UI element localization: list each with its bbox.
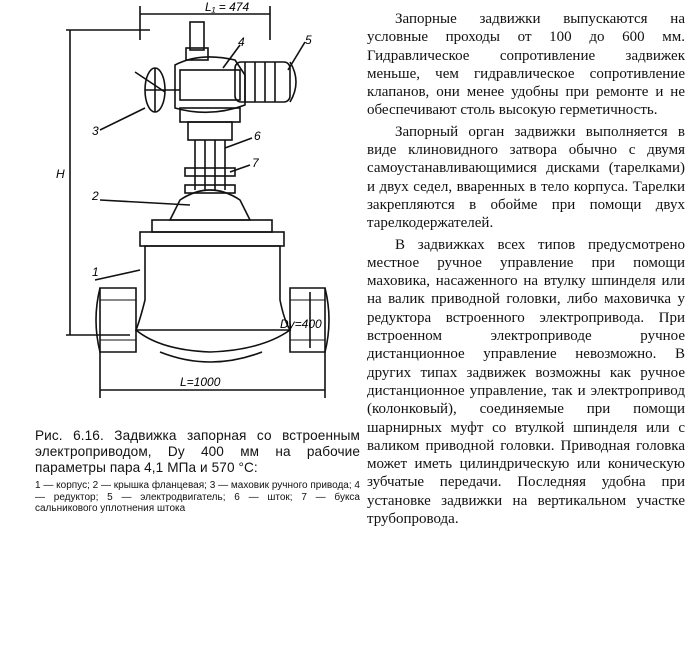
part-label-7: 7 — [252, 156, 259, 170]
paragraph: Запорные задвижки выпускаются на условные проходы от 100 до 600 мм. Гидравлическое сопротивление задвижек меньше, чем гидравлическое сопротивление клапанов, они менее удобны при ремонте и не обеспечивают столь высокую герметичность. — [367, 11, 685, 119]
part-label-5: 5 — [305, 33, 312, 47]
part-label-3: 3 — [92, 124, 99, 138]
dim-height-label: H — [56, 167, 65, 181]
paragraph: Запорный орган задвижки выполняется в виде клиновидного затвора обычно с двумя самоустанавливающимися дисками (тарелками) и двух седел, вваренных в тело корпуса. Тарелки закрепляются в обойме при помощи двух тарелкодержателей. — [367, 123, 685, 232]
part-label-4: 4 — [238, 35, 245, 49]
dim-diameter-label: Dу=400 — [280, 317, 322, 331]
dim-bottom-label: L=1000 — [180, 375, 221, 389]
valve-figure — [40, 0, 340, 425]
caption-title: Рис. 6.16. Задвижка запорная со встроенным электроприводом, Dу 400 мм на рабочие параметры пара 4,1 МПа и 570 °С: — [35, 428, 360, 475]
valve-drawing — [40, 0, 340, 425]
paragraph: В задвижках всех типов предусмотрено местное ручное управление при помощи маховика, насаженного на втулку шпинделя или на валик приводной головки, либо маховичка у редуктора встроенного электропривода. При встроенном электроприводе ручное дистанционное управление невозможно. В других типах задвижек возможны как ручное дистанционное управление, так и электропривод (колонковый), соединяемые при помощи шарнирных муфт со втулкой шпинделя или с валиком приводной головки. Приводная головка может иметь цилиндрическую или коническую зубчатые передачи. Последняя удобна при установке задвижки на вертикальном участке трубопровода. — [367, 236, 685, 528]
part-label-6: 6 — [254, 129, 261, 143]
body-text — [367, 10, 685, 531]
dim-top-label: L₁ = 474 — [205, 0, 250, 14]
part-label-2: 2 — [92, 189, 99, 203]
part-label-1: 1 — [92, 265, 99, 279]
caption-legend: 1 — корпус; 2 — крышка фланцевая; 3 — маховик ручного привода; 4 — редуктор; 5 — электродвигатель; 6 — шток; 7 — букса сальникового уплотнения штока — [35, 480, 360, 514]
figure-caption — [35, 428, 360, 515]
